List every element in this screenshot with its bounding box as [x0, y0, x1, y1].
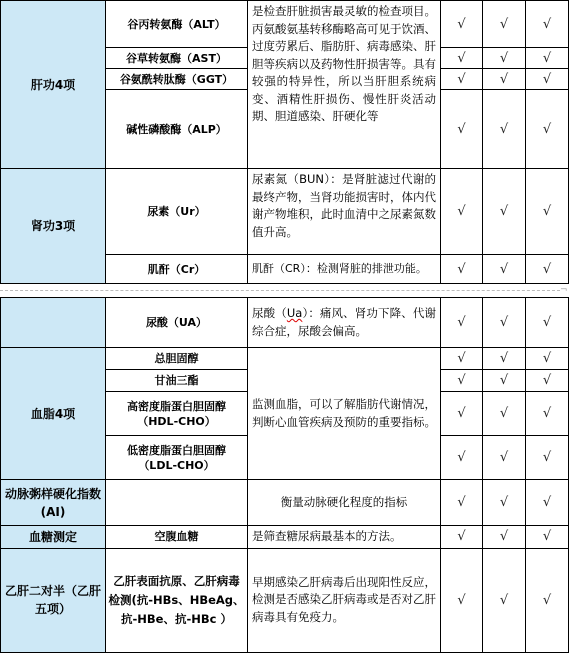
check-mark: √: [526, 370, 569, 392]
category-glucose: 血糖测定: [1, 526, 106, 549]
check-mark: √: [441, 169, 483, 255]
desc-uric-suffix: ）：痛风、肾功下降、代谢综合症，尿酸会偏高。: [252, 306, 437, 338]
check-mark: √: [483, 298, 526, 348]
item-hdl: [106, 392, 248, 436]
desc-liver: 是检查肝脏损害最灵敏的检查项目。丙氨酸氨基转移酶略高可见于饮酒、过度劳累后、脂肪肝、病毒感染、肝胆等疾病以及药物性肝损害等。具有较强的特异性，所以当肝胆系统病变、酒精性肝损伤、慢性肝炎活动期、胆道感染、肝硬化等: [248, 1, 441, 169]
item-ldl-code: （LDL-CHO）: [138, 458, 215, 472]
item-uric-acid: 尿酸（UA）: [106, 298, 248, 348]
check-mark: √: [526, 548, 569, 652]
item-triglyceride: 甘油三酯: [106, 370, 248, 392]
lab-table-top: [0, 0, 569, 284]
check-mark: √: [441, 392, 483, 436]
check-mark: √: [483, 526, 526, 549]
check-mark: √: [526, 348, 569, 370]
check-mark: √: [441, 90, 483, 169]
check-mark: √: [441, 255, 483, 284]
check-mark: √: [441, 48, 483, 69]
item-hbv: 乙肝表面抗原、乙肝病毒检测(抗-HBs、HBeAg、抗-HBe、抗-HBc ）: [106, 548, 248, 652]
check-mark: √: [441, 370, 483, 392]
item-urea: 尿素（Ur）: [106, 169, 248, 255]
check-mark: √: [526, 90, 569, 169]
lab-table-bottom: [0, 297, 569, 653]
item-ai-empty: [106, 480, 248, 526]
check-mark: √: [441, 298, 483, 348]
check-mark: √: [483, 90, 526, 169]
category-lipid: 血脂4项: [1, 348, 106, 480]
desc-ai: 衡量动脉硬化程度的指标: [248, 480, 441, 526]
item-creatinine: 肌酐（Cr）: [106, 255, 248, 284]
page-break-line: [0, 290, 560, 291]
check-mark: √: [441, 1, 483, 48]
item-hdl-name: 高密度脂蛋白胆固醇: [127, 399, 226, 413]
item-hdl-code: （HDL-CHO）: [137, 414, 216, 428]
check-mark: √: [483, 480, 526, 526]
page-break: [0, 287, 572, 297]
page-break-marker: ¬: [560, 285, 568, 295]
desc-glucose: 是筛查糖尿病最基本的方法。: [248, 526, 441, 549]
check-mark: √: [483, 548, 526, 652]
check-mark: √: [483, 1, 526, 48]
category-ai: 动脉粥样硬化指数(AI): [1, 480, 106, 526]
desc-uric-acid: [248, 298, 441, 348]
check-mark: √: [483, 348, 526, 370]
category-uric-empty: [1, 298, 106, 348]
desc-urea: 尿素氮（BUN）：是肾脏滤过代谢的最终产物，当肾功能损害时，体内代谢产物堆积，此时血清中之尿素氮数值升高。: [248, 169, 441, 255]
check-mark: √: [526, 69, 569, 90]
check-mark: √: [526, 255, 569, 284]
check-mark: √: [483, 436, 526, 480]
item-ldl: [106, 436, 248, 480]
item-ldl-name: 低密度脂蛋白胆固醇: [127, 443, 226, 457]
check-mark: √: [483, 69, 526, 90]
item-alp: 碱性磷酸酶（ALP）: [106, 90, 248, 169]
desc-uric-prefix: 尿酸（: [252, 306, 287, 320]
category-kidney: 肾功3项: [1, 169, 106, 284]
check-mark: √: [526, 436, 569, 480]
check-mark: √: [526, 480, 569, 526]
check-mark: √: [526, 298, 569, 348]
check-mark: √: [483, 169, 526, 255]
check-mark: √: [441, 69, 483, 90]
item-alt: 谷丙转氨酶（ALT）: [106, 1, 248, 48]
check-mark: √: [483, 370, 526, 392]
check-mark: √: [483, 392, 526, 436]
item-total-cholesterol: 总胆固醇: [106, 348, 248, 370]
check-mark: √: [441, 480, 483, 526]
check-mark: √: [526, 48, 569, 69]
check-mark: √: [441, 526, 483, 549]
check-mark: √: [441, 348, 483, 370]
item-fasting-glucose: 空腹血糖: [106, 526, 248, 549]
check-mark: √: [483, 48, 526, 69]
check-mark: √: [483, 255, 526, 284]
check-mark: √: [441, 548, 483, 652]
desc-creatinine: 肌酐（CR）：检测肾脏的排泄功能。: [248, 255, 441, 284]
check-mark: √: [526, 169, 569, 255]
check-mark: √: [526, 526, 569, 549]
item-ast: 谷草转氨酶（AST）: [106, 48, 248, 69]
desc-hbv: 早期感染乙肝病毒后出现阳性反应，检测是否感染乙肝病毒或是否对乙肝病毒具有免疫力。: [248, 548, 441, 652]
category-liver: 肝功4项: [1, 1, 106, 169]
check-mark: √: [441, 436, 483, 480]
check-mark: √: [526, 392, 569, 436]
desc-lipid: 监测血脂，可以了解脂肪代谢情况，判断心血管疾病及预防的重要指标。: [248, 348, 441, 480]
category-hbv: 乙肝二对半（乙肝五项）: [1, 548, 106, 652]
item-ggt: 谷氨酰转肽酶（GGT）: [106, 69, 248, 90]
check-mark: √: [526, 1, 569, 48]
desc-uric-ua: Ua: [286, 306, 303, 320]
